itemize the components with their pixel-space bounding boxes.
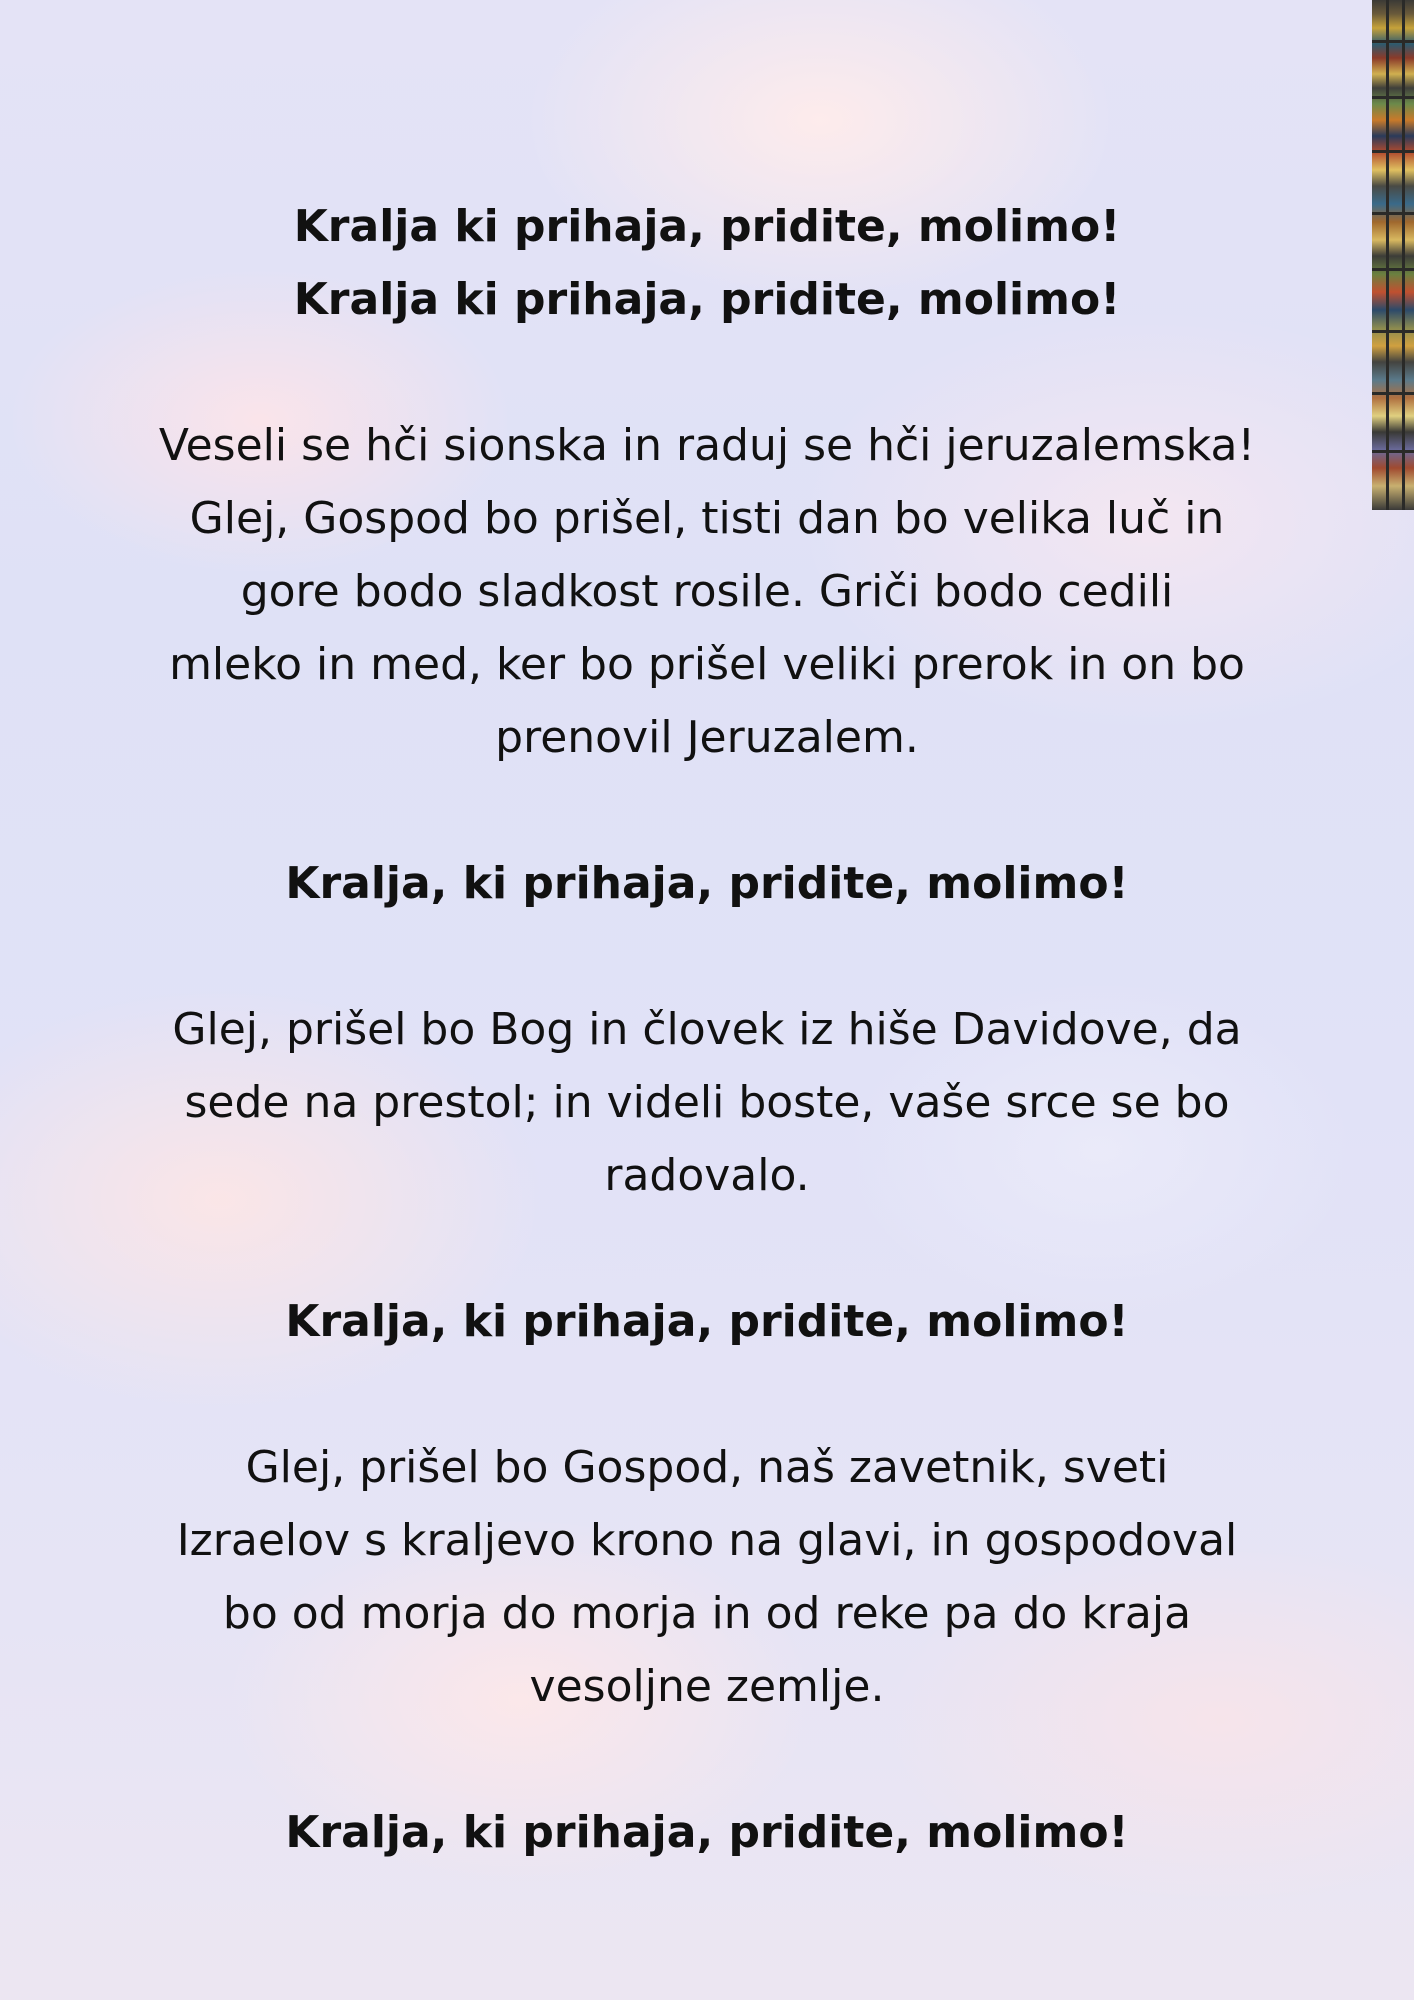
refrain-opening-line-1: Kralja ki prihaja, pridite, molimo! (293, 201, 1121, 252)
hymn-text (90, 190, 1324, 1869)
verse-3-line-2: Izraelov s kraljevo krono na glavi, in gospodoval (176, 1515, 1238, 1566)
refrain-1: Kralja, ki prihaja, pridite, molimo! (285, 858, 1129, 909)
verse-1-line-4: mleko in med, ker bo prišel veliki prerok in on bo (169, 639, 1245, 690)
verse-2-line-2: sede na prestol; in videli boste, vaše srce se bo (184, 1077, 1230, 1128)
verse-2-line-1: Glej, prišel bo Bog in človek iz hiše Davidove, da (172, 1004, 1242, 1055)
verse-3-line-1: Glej, prišel bo Gospod, naš zavetnik, sveti (245, 1442, 1169, 1493)
verse-3-line-4: vesoljne zemlje. (529, 1661, 885, 1712)
verse-2-line-3: radovalo. (604, 1150, 810, 1201)
refrain-3: Kralja, ki prihaja, pridite, molimo! (285, 1807, 1129, 1858)
refrain-opening-line-2: Kralja ki prihaja, pridite, molimo! (293, 274, 1121, 325)
refrain-2: Kralja, ki prihaja, pridite, molimo! (285, 1296, 1129, 1347)
verse-3-line-3: bo od morja do morja in od reke pa do kraja (222, 1588, 1192, 1639)
verse-1-line-5: prenovil Jeruzalem. (495, 712, 919, 763)
stained-glass-strip (1372, 0, 1414, 510)
verse-1-line-2: Glej, Gospod bo prišel, tisti dan bo velika luč in (189, 493, 1225, 544)
verse-1-line-1: Veseli se hči sionska in raduj se hči jeruzalemska! (158, 420, 1256, 471)
verse-1-line-3: gore bodo sladkost rosile. Griči bodo cedili (240, 566, 1174, 617)
